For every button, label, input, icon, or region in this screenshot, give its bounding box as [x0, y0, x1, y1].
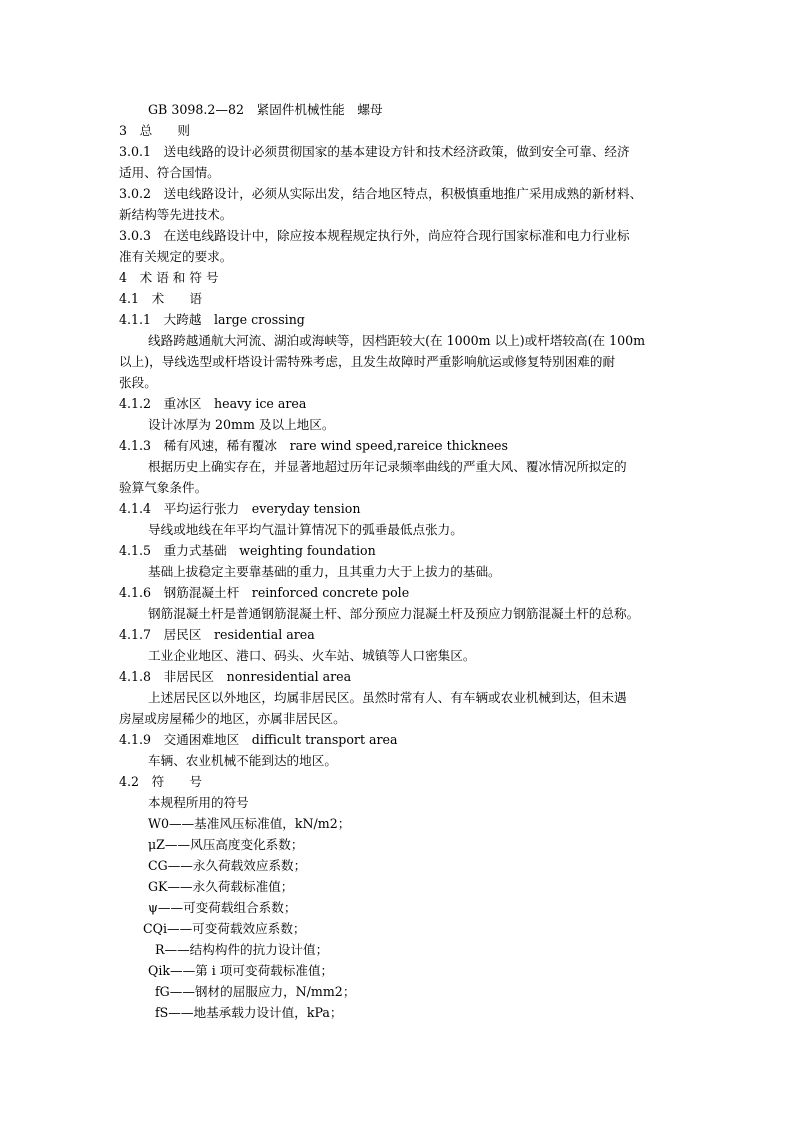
term-heading: 4.1.2 重冰区 heavy ice area — [119, 396, 307, 411]
term-definition: 上述居民区以外地区，均属非居民区。虽然时常有人、有车辆或农业机械到达，但未遇 — [148, 690, 627, 705]
term-definition: 验算气象条件。 — [119, 480, 208, 495]
clause-line: 3.0.3 在送电线路设计中，除应按本规程规定执行外，尚应符合现行国家标准和电力行业标 — [119, 228, 630, 243]
term-heading: 4.1.4 平均运行张力 everyday tension — [119, 501, 361, 516]
term-definition: 设计冰厚为 20mm 及以上地区。 — [148, 417, 335, 432]
symbol-item: R——结构构件的抗力设计值； — [155, 942, 329, 957]
symbol-item: GK——永久荷载标准值； — [148, 879, 294, 894]
term-definition: 车辆、农业机械不能到达的地区。 — [148, 753, 337, 768]
clause-line: 适用、符合国情。 — [119, 165, 220, 180]
term-heading: 4.1.9 交通困难地区 difficult transport area — [119, 732, 398, 747]
section-heading: 4 术 语 和 符 号 — [119, 270, 219, 285]
symbol-item: fG——钢材的屈服应力，N/mm2； — [155, 984, 356, 999]
symbol-item: CG——永久荷载效应系数； — [148, 858, 307, 873]
term-definition: 根据历史上确实存在，并显著地超过历年记录频率曲线的严重大风、覆冰情况所拟定的 — [148, 459, 627, 474]
symbol-item: μZ——风压高度变化系数； — [148, 837, 304, 852]
term-heading: 4.1.3 稀有风速，稀有覆冰 rare wind speed,rareice thicknees — [119, 438, 508, 453]
symbol-item: W0——基准风压标准值，kN/m2； — [148, 816, 351, 831]
clause-line: 准有关规定的要求。 — [119, 249, 233, 264]
term-definition: 工业企业地区、港口、码头、火车站、城镇等人口密集区。 — [148, 648, 476, 663]
term-definition: 房屋或房屋稀少的地区，亦属非居民区。 — [119, 711, 346, 726]
term-definition: 张段。 — [119, 375, 157, 390]
term-definition: 钢筋混凝土杆是普通钢筋混凝土杆、部分预应力混凝土杆及预应力钢筋混凝土杆的总称。 — [148, 606, 640, 621]
clause-line: 3.0.1 送电线路的设计必须贯彻国家的基本建设方针和技术经济政策，做到安全可靠、经济 — [119, 144, 630, 159]
term-heading: 4.1.8 非居民区 nonresidential area — [119, 669, 352, 684]
symbol-intro: 本规程所用的符号 — [148, 795, 249, 810]
term-heading: 4.1.1 大跨越 large crossing — [119, 312, 305, 327]
symbol-item: ψ——可变荷载组合系数； — [148, 900, 297, 915]
term-heading: 4.1.6 钢筋混凝土杆 reinforced concrete pole — [119, 585, 410, 600]
section-heading: 3 总 则 — [119, 123, 190, 138]
clause-line: 3.0.2 送电线路设计，必须从实际出发，结合地区特点，积极慎重地推广采用成熟的新材料、 — [119, 186, 643, 201]
term-definition: 导线或地线在年平均气温计算情况下的弧垂最低点张力。 — [148, 522, 463, 537]
symbol-item: Qik——第 i 项可变荷载标准值； — [148, 963, 334, 978]
subsection-heading: 4.2 符 号 — [119, 774, 202, 789]
term-definition: 线路跨越通航大河流、湖泊或海峡等，因档距较大(在 1000m 以上)或杆塔较高(在 100m — [148, 333, 646, 348]
clause-line: 新结构等先进技术。 — [119, 207, 233, 222]
symbol-item: CQi——可变荷载效应系数； — [143, 921, 306, 936]
symbol-item: fS——地基承载力设计值，kPa； — [155, 1005, 343, 1020]
reference-line: GB 3098.2—82 紧固件机械性能 螺母 — [148, 102, 383, 117]
term-definition: 基础上拔稳定主要靠基础的重力，且其重力大于上拔力的基础。 — [148, 564, 501, 579]
subsection-heading: 4.1 术 语 — [119, 291, 202, 306]
term-definition: 以上)，导线选型或杆塔设计需特殊考虑，且发生故障时严重影响航运或修复特别困难的耐 — [119, 354, 616, 369]
term-heading: 4.1.7 居民区 residential area — [119, 627, 315, 642]
term-heading: 4.1.5 重力式基础 weighting foundation — [119, 543, 376, 558]
